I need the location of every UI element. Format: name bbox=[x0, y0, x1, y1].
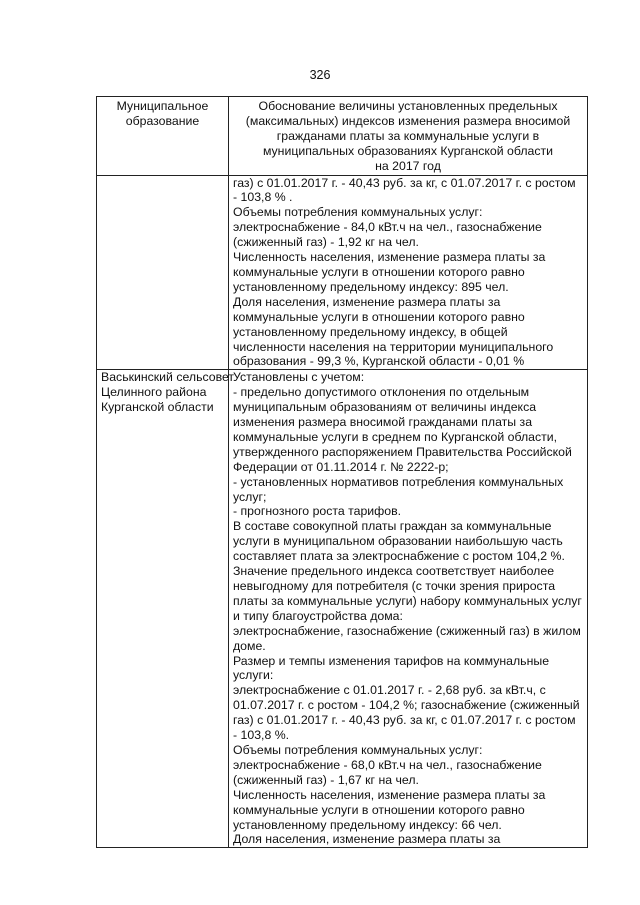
text-line: электроснабжение - 84,0 кВт.ч на чел., газоснабжение bbox=[233, 220, 542, 235]
text-line: Численность населения, изменение размера платы за bbox=[233, 787, 546, 802]
text-line: 01.07.2017 г. с ростом - 104,2 %; газоснабжение (сжиженный bbox=[233, 698, 580, 713]
text-line: коммунальные услуги в среднем по Курганской области, bbox=[233, 429, 558, 444]
text-line: Доля населения, изменение размера платы за bbox=[233, 294, 501, 309]
text-line: Объемы потребления коммунальных услуг: bbox=[233, 742, 483, 757]
header-municipality bbox=[97, 97, 229, 176]
text-line: платы за коммунальные услуги) набору коммунальных услуг bbox=[233, 593, 582, 608]
text-line: услуги: bbox=[233, 668, 274, 683]
text-line: коммунальные услуги в отношении которого равно bbox=[233, 309, 525, 324]
table-row bbox=[97, 175, 588, 370]
header-justification-line: (максимальных) индексов изменения размера вносимой bbox=[245, 113, 571, 128]
text-line: газ) с 01.01.2017 г. - 40,43 руб. за кг, с 01.07.2017 г. с ростом bbox=[233, 713, 576, 728]
text-line: коммунальные услуги в отношении которого равно bbox=[233, 264, 525, 279]
text-line: невыгодному для потребителя (с точки зрения прироста bbox=[233, 579, 556, 593]
text-line: - установленных нормативов потребления коммунальных bbox=[233, 474, 564, 489]
text-line: - предельно допустимого отклонения по отдельным bbox=[233, 385, 530, 400]
text-line: установленному предельному индексу, в общей bbox=[233, 324, 508, 339]
table-row bbox=[97, 370, 588, 848]
text-line: утвержденного распоряжением Правительства Российской bbox=[233, 444, 572, 459]
text-line: коммунальные услуги в отношении которого равно bbox=[233, 802, 525, 817]
header-justification-line: на 2017 год bbox=[375, 158, 441, 173]
text-line: - 103,8 %. bbox=[233, 728, 290, 743]
text-line: (сжиженный газ) - 1,67 кг на чел. bbox=[233, 772, 419, 787]
text-line: - 103,8 % . bbox=[233, 190, 293, 205]
table-header-row bbox=[97, 97, 588, 176]
header-justification bbox=[229, 97, 588, 176]
header-justification-line: гражданами платы за коммунальные услуги в bbox=[276, 128, 540, 143]
text-line: Федерации от 01.11.2014 г. № 2222-р; bbox=[233, 459, 449, 474]
header-municipality-line: образование bbox=[125, 113, 200, 128]
text-line: электроснабжение - 68,0 кВт.ч на чел., газоснабжение bbox=[233, 757, 542, 772]
row2-justification-cell bbox=[229, 370, 588, 848]
text-line: Размер и темпы изменения тарифов на коммунальные bbox=[233, 653, 550, 668]
text-line: Значение предельного индекса соответствует наиболее bbox=[233, 564, 555, 579]
row1-justification-cell bbox=[229, 175, 588, 370]
text-line: установленному предельному индексу: 66 чел. bbox=[233, 817, 502, 832]
text-line: Объемы потребления коммунальных услуг: bbox=[233, 205, 483, 220]
text-line: и типу благоустройства дома: bbox=[233, 608, 403, 623]
text-line: муниципальным образованиям от величины индекса bbox=[233, 400, 537, 415]
text-line: Курганской области bbox=[101, 400, 214, 415]
text-line: - прогнозного роста тарифов. bbox=[233, 504, 402, 519]
tariff-table bbox=[96, 96, 588, 848]
header-municipality-line: Муниципальное bbox=[116, 99, 209, 113]
text-line: Доля населения, изменение размера платы за bbox=[233, 832, 501, 847]
text-line: услуги в муниципальном образовании наибольшую часть bbox=[233, 534, 563, 549]
text-line: установленному предельному индексу: 895 чел. bbox=[233, 279, 509, 294]
page-number: 326 bbox=[309, 68, 331, 82]
text-line: образования - 99,3 %, Курганской области - 0,01 % bbox=[233, 354, 525, 369]
text-line: доме. bbox=[233, 638, 266, 653]
text-line: изменения размера вносимой гражданами платы за bbox=[233, 415, 533, 430]
text-line: электроснабжение с 01.01.2017 г. - 2,68 руб. за кВт.ч, с bbox=[233, 683, 546, 698]
text-line: В составе совокупной платы граждан за коммунальные bbox=[233, 519, 552, 534]
row1-municipality-cell bbox=[97, 175, 229, 370]
row2-municipality-cell bbox=[97, 370, 235, 848]
text-line: Установлены с учетом: bbox=[233, 370, 365, 385]
header-justification-line: муниципальных образованиях Курганской области bbox=[262, 143, 554, 158]
text-line: Целинного района bbox=[101, 385, 207, 400]
text-line: электроснабжение, газоснабжение (сжиженный газ) в жилом bbox=[233, 623, 581, 638]
text-line: Васькинский сельсовет bbox=[101, 370, 235, 385]
header-justification-line: Обоснование величины установленных предельных bbox=[258, 99, 558, 113]
text-line: составляет плата за электроснабжение с ростом 104,2 %. bbox=[233, 549, 565, 564]
text-line: численности населения на территории муниципального bbox=[233, 339, 554, 354]
text-line: газ) с 01.01.2017 г. - 40,43 руб. за кг, с 01.07.2017 г. с ростом bbox=[233, 175, 576, 190]
text-line: Численность населения, изменение размера платы за bbox=[233, 250, 546, 265]
text-line: (сжиженный газ) - 1,92 кг на чел. bbox=[233, 235, 419, 250]
text-line: услуг; bbox=[233, 489, 267, 504]
